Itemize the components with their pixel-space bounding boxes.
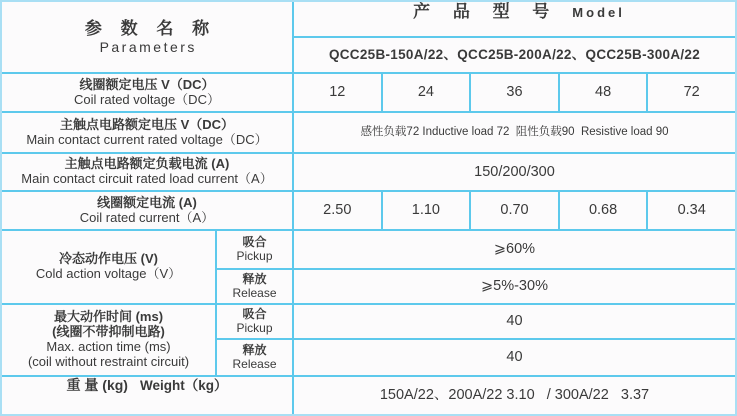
cold-pickup-value: [294, 231, 735, 268]
label-main-contact-voltage: [2, 113, 292, 152]
value-text: 12: [329, 84, 346, 101]
cold-release-value: [294, 270, 735, 303]
label-weight-en: Weight（kg）: [139, 378, 228, 393]
coil-current-value-2: [471, 192, 558, 229]
max-release-value: [294, 340, 735, 375]
release-label-zh: 释放: [242, 342, 267, 357]
main-contact-voltage-value: [294, 113, 735, 152]
label-weight: [2, 377, 292, 414]
coil-current-value-1: [383, 192, 470, 229]
value-text: 1.10: [411, 202, 440, 219]
label-main-contact-voltage-en: Main contact current rated voltage（DC）: [26, 131, 268, 147]
pickup-label-zh: 吸合: [242, 234, 267, 249]
value-text: 40: [506, 349, 523, 366]
model-header-cell: [294, 2, 735, 36]
pickup-label-en: Pickup: [236, 248, 273, 263]
coil-voltage-value-3: [560, 74, 647, 111]
label-cold-action-voltage: [2, 231, 215, 303]
label-main-contact-voltage-zh: 主触点电路额定电压 V（DC）: [59, 116, 235, 132]
model-list: QCC25B-150A/22、QCC25B-200A/22、QCC25B-300A/22: [328, 47, 701, 63]
label-coil-rated-current-zh: 线圈额定电流 (A): [97, 194, 197, 210]
model-title-zh: 产 品 型 号: [413, 2, 559, 21]
value-text: 0.68: [588, 202, 618, 219]
label-max-action-time-zh1: 最大动作时间 (ms): [53, 309, 164, 325]
value-text: 0.70: [500, 202, 529, 219]
label-rated-load-current: [2, 154, 292, 190]
rated-load-current-value: [294, 154, 735, 190]
value-text: ⩾60%: [493, 241, 536, 258]
label-max-action-time-en1: Max. action time (ms): [46, 339, 171, 354]
value-text: 24: [417, 84, 434, 101]
value-text: 72: [683, 84, 700, 101]
cold-release-sublabel: [217, 270, 292, 303]
value-text: 150A/22、200A/22 3.10 / 300A/22 3.37: [379, 387, 650, 404]
label-rated-load-current-en: Main contact circuit rated load current（A）: [21, 171, 273, 186]
pickup-label-zh: 吸合: [242, 306, 267, 321]
label-max-action-time-en2: (coil without restraint circuit): [27, 353, 190, 369]
coil-current-value-4: [648, 192, 735, 229]
value-text: ⩾5%-30%: [481, 278, 548, 295]
label-cold-action-voltage-zh: 冷态动作电压 (V): [59, 251, 158, 267]
max-release-sublabel: [217, 340, 292, 375]
value-text: 0.34: [677, 202, 706, 219]
value-text: 48: [595, 84, 612, 101]
coil-voltage-value-0: [294, 74, 381, 111]
coil-current-value-0: [294, 192, 381, 229]
pickup-label-en: Pickup: [236, 320, 273, 335]
model-title-en: Model: [572, 5, 625, 20]
label-coil-rated-voltage-zh: 线圈额定电压 V（DC）: [79, 76, 215, 92]
coil-voltage-value-4: [648, 74, 735, 111]
label-max-action-time-zh2: (线圈不带抑制电路): [52, 324, 165, 340]
parameters-title-zh: 参 数 名 称: [84, 19, 217, 39]
coil-voltage-value-1: [383, 74, 470, 111]
parameters-title-en: Parameters: [99, 38, 197, 55]
model-list-cell: [294, 38, 735, 72]
label-cold-action-voltage-en: Cold action voltage（V）: [35, 266, 182, 281]
label-coil-rated-current: [2, 192, 292, 229]
release-label-en: Release: [232, 356, 277, 371]
label-max-action-time: [2, 305, 215, 375]
label-coil-rated-current-en: Coil rated current（A）: [79, 209, 215, 225]
max-pickup-value: [294, 305, 735, 338]
value-text: 40: [506, 313, 523, 330]
cold-pickup-sublabel: [217, 231, 292, 268]
release-label-zh: 释放: [242, 271, 267, 286]
value-text: 感性负载72 Inductive load 72 阻性负载90 Resistive load 90: [360, 125, 669, 138]
release-label-en: Release: [232, 285, 277, 300]
value-text: 150/200/300: [474, 163, 555, 180]
value-text: 36: [506, 84, 523, 101]
label-coil-rated-voltage-en: Coil rated voltage（DC）: [74, 91, 220, 107]
weight-value: [294, 377, 735, 414]
coil-voltage-value-2: [471, 74, 558, 111]
label-rated-load-current-zh: 主触点电路额定负载电流 (A): [64, 156, 230, 172]
label-weight-zh: 重 量 (kg): [66, 377, 128, 393]
coil-current-value-3: [560, 192, 647, 229]
max-pickup-sublabel: [217, 305, 292, 338]
label-coil-rated-voltage: [2, 74, 292, 111]
parameters-header-cell: [2, 2, 292, 72]
value-text: 2.50: [323, 202, 352, 219]
